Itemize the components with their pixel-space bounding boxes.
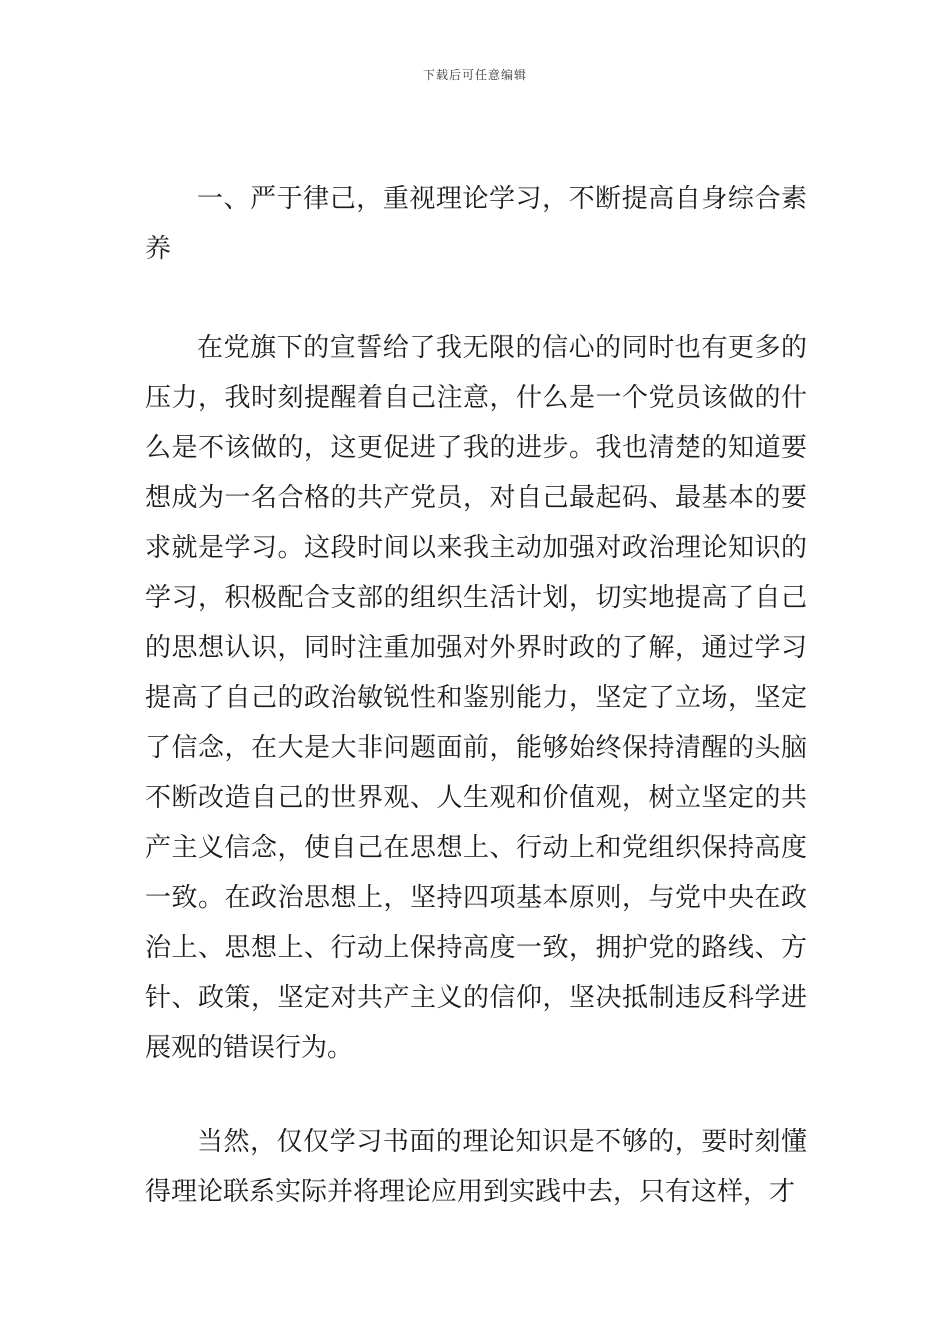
header-note: 下载后可任意编辑 bbox=[422, 68, 527, 82]
paragraph: 在党旗下的宣誓给了我无限的信心的同时也有更多的压力，我时刻提醒着自己注意，什么是一个党员该做的什么是不该做的，这更促进了我的进步。我也清楚的知道要想成为一名合格的共产党员，对自己最起码、最基本的要求就是学习。这段时间以来我主动加强对政治理论知识的学习，积极配合支部的组织生活计划，切实地提高了自己的思想认识，同时注重加强对外界时政的了解，通过学习提高了自己的政治敏锐性和鉴别能力，坚定了立场，坚定了信念，在大是大非问题面前，能够始终保持清醒的头脑不断改造自己的世界观、人生观和价值观，树立坚定的共产主义信念，使自己在思想上、行动上和党组织保持高度一致。在政治思想上，坚持四项基本原则，与党中央在政治上、思想上、行动上保持高度一致，拥护党的路线、方针、政策，坚定对共产主义的信仰，坚决抵制违反科学进展观的错误行为。 bbox=[145, 333, 807, 1063]
section-heading: 一、严于律己，重视理论学习，不断提高自身综合素养 bbox=[145, 184, 807, 264]
paragraph: 当然，仅仅学习书面的理论知识是不够的，要时刻懂得理论联系实际并将理论应用到实践中去，只有这样，才 bbox=[145, 1127, 807, 1207]
